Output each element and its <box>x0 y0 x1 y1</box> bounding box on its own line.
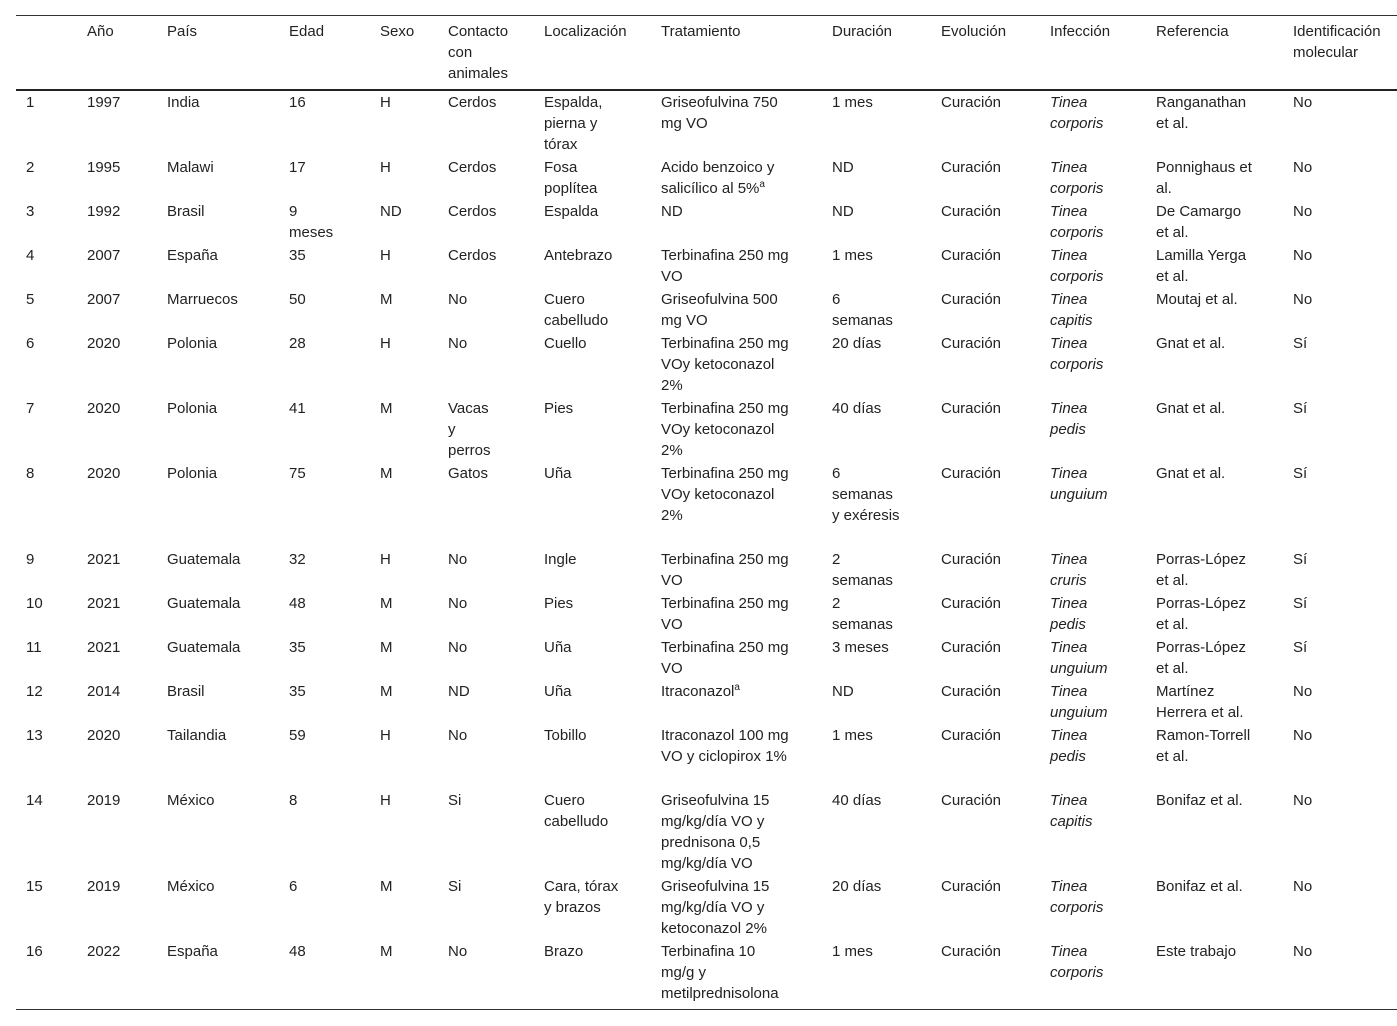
cell-contact: ND <box>448 683 470 700</box>
cell-country: México <box>167 878 215 895</box>
header-cell-infection: Infección <box>1050 23 1111 40</box>
cell-molecular: No <box>1293 943 1313 960</box>
header-cell-treatment: Tratamiento <box>661 23 741 40</box>
treatment-text: Terbinafina 250 mg VOy ketoconazol 2% <box>661 400 789 459</box>
treatment-text: Griseofulvina 750 mg VO <box>661 94 778 132</box>
cell-infection: Tinea capitis <box>1050 792 1093 830</box>
cell-treatment <box>661 463 789 526</box>
cell-contact: Cerdos <box>448 247 497 264</box>
cell-location: Fosa poplítea <box>544 159 598 197</box>
cell-age: 59 <box>289 727 306 744</box>
cell-treatment <box>661 92 789 134</box>
cell-number: 9 <box>26 551 35 568</box>
cell-reference: Este trabajo <box>1156 943 1237 960</box>
cell-country: Guatemala <box>167 595 241 612</box>
cell-infection: Tinea unguium <box>1050 465 1108 503</box>
cell-contact: Cerdos <box>448 94 497 111</box>
cell-sex: M <box>380 400 393 417</box>
cell-location: Espalda <box>544 203 599 220</box>
cell-molecular: No <box>1293 727 1313 744</box>
cell-number: 7 <box>26 400 35 417</box>
cell-number: 8 <box>26 465 35 482</box>
cell-treatment <box>661 245 789 287</box>
cell-evolution: Curación <box>941 943 1002 960</box>
cell-reference: Ranganathan et al. <box>1156 94 1247 132</box>
cell-year: 2019 <box>87 878 121 895</box>
cell-evolution: Curación <box>941 878 1002 895</box>
cell-country: Brasil <box>167 203 205 220</box>
cell-duration: 1 mes <box>832 727 873 744</box>
cell-country: Marruecos <box>167 291 238 308</box>
cell-location: Cuero cabelludo <box>544 792 609 830</box>
treatment-text: Terbinafina 10 mg/g y metilprednisolona <box>661 943 779 1002</box>
cell-evolution: Curación <box>941 400 1002 417</box>
header-cell-country: País <box>167 23 198 40</box>
cell-age: 9 meses <box>289 203 334 241</box>
cell-number: 1 <box>26 94 35 111</box>
cell-evolution: Curación <box>941 551 1002 568</box>
cell-country: Polonia <box>167 400 218 417</box>
header-cell-reference: Referencia <box>1156 23 1229 40</box>
cell-sex: H <box>380 247 391 264</box>
treatment-text: Terbinafina 250 mg VO <box>661 595 789 633</box>
cell-contact: No <box>448 943 468 960</box>
cell-year: 2014 <box>87 683 121 700</box>
cell-age: 16 <box>289 94 306 111</box>
cell-number: 15 <box>26 878 43 895</box>
cell-sex: H <box>380 335 391 352</box>
cell-sex: M <box>380 683 393 700</box>
cell-evolution: Curación <box>941 465 1002 482</box>
cell-country: España <box>167 247 218 264</box>
treatment-text: Terbinafina 250 mg VO <box>661 551 789 589</box>
cell-contact: Si <box>448 792 462 809</box>
cell-number: 5 <box>26 291 35 308</box>
cell-number: 3 <box>26 203 35 220</box>
cell-molecular: Sí <box>1293 639 1308 656</box>
cell-number: 4 <box>26 247 35 264</box>
cell-year: 2007 <box>87 247 121 264</box>
cell-country: México <box>167 792 215 809</box>
cell-reference: Porras-López et al. <box>1156 639 1247 677</box>
cell-location: Pies <box>544 400 574 417</box>
cell-age: 6 <box>289 878 298 895</box>
cell-age: 8 <box>289 792 298 809</box>
cell-contact: No <box>448 291 468 308</box>
cell-infection: Tinea pedis <box>1050 595 1088 633</box>
cell-reference: Ramon-Torrell et al. <box>1156 727 1251 765</box>
cell-country: Guatemala <box>167 551 241 568</box>
header-cell-duration: Duración <box>832 23 893 40</box>
cell-year: 2020 <box>87 727 121 744</box>
cell-infection: Tinea corporis <box>1050 247 1104 285</box>
cell-country: Brasil <box>167 683 205 700</box>
cell-age: 35 <box>289 683 306 700</box>
cell-duration: 20 días <box>832 335 882 352</box>
cell-contact: Si <box>448 878 462 895</box>
treatment-text: Griseofulvina 15 mg/kg/día VO y ketoconazol 2% <box>661 878 770 937</box>
cell-country: Malawi <box>167 159 214 176</box>
cell-molecular: No <box>1293 94 1313 111</box>
header-cell-age: Edad <box>289 23 325 40</box>
cell-sex: M <box>380 595 393 612</box>
cell-duration: 3 meses <box>832 639 889 656</box>
cell-treatment <box>661 157 789 199</box>
cell-evolution: Curación <box>941 792 1002 809</box>
cell-location: Espalda, pierna y tórax <box>544 94 603 153</box>
cell-age: 35 <box>289 247 306 264</box>
cell-infection: Tinea corporis <box>1050 943 1104 981</box>
cell-treatment <box>661 201 789 222</box>
cell-country: Guatemala <box>167 639 241 656</box>
cell-evolution: Curación <box>941 595 1002 612</box>
cell-treatment <box>661 549 789 591</box>
cell-evolution: Curación <box>941 335 1002 352</box>
cell-reference: Gnat et al. <box>1156 335 1226 352</box>
cell-infection: Tinea pedis <box>1050 400 1088 438</box>
cell-number: 2 <box>26 159 35 176</box>
cell-location: Uña <box>544 639 572 656</box>
cell-sex: M <box>380 465 393 482</box>
header-cell-contact: Contacto con animales <box>448 23 509 82</box>
cell-year: 2021 <box>87 551 121 568</box>
cell-infection: Tinea corporis <box>1050 878 1104 916</box>
cell-number: 12 <box>26 683 43 700</box>
cell-reference: De Camargo et al. <box>1156 203 1242 241</box>
cell-number: 6 <box>26 335 35 352</box>
table-bottom-rule <box>16 1009 1397 1010</box>
cell-year: 2020 <box>87 465 121 482</box>
cell-country: Polonia <box>167 335 218 352</box>
table-top-rule <box>16 15 1397 16</box>
cell-contact: Gatos <box>448 465 489 482</box>
cell-treatment <box>661 593 789 635</box>
cell-reference: Ponnighaus et al. <box>1156 159 1252 197</box>
cell-molecular: Sí <box>1293 551 1308 568</box>
cell-sex: H <box>380 159 391 176</box>
cell-location: Pies <box>544 595 574 612</box>
cell-contact: No <box>448 595 468 612</box>
treatment-text: Griseofulvina 15 mg/kg/día VO y prednisona 0,5 mg/kg/día VO <box>661 792 770 872</box>
cell-evolution: Curación <box>941 639 1002 656</box>
cell-reference: Porras-López et al. <box>1156 551 1247 589</box>
cell-year: 2020 <box>87 335 121 352</box>
cell-treatment <box>661 333 789 396</box>
cell-infection: Tinea pedis <box>1050 727 1088 765</box>
cell-treatment <box>661 398 789 461</box>
cell-number: 11 <box>26 639 42 656</box>
cell-reference: Bonifaz et al. <box>1156 792 1243 809</box>
cell-treatment <box>661 725 789 767</box>
cell-molecular: No <box>1293 247 1313 264</box>
cell-duration: 6 semanas y exéresis <box>832 465 900 524</box>
cell-age: 28 <box>289 335 306 352</box>
cell-reference: Moutaj et al. <box>1156 291 1238 308</box>
cell-location: Brazo <box>544 943 584 960</box>
cell-duration: 40 días <box>832 792 882 809</box>
cell-duration: 6 semanas <box>832 291 893 329</box>
cell-sex: H <box>380 94 391 111</box>
cell-sex: H <box>380 727 391 744</box>
cell-duration: ND <box>832 159 854 176</box>
cell-country: España <box>167 943 218 960</box>
cell-location: Uña <box>544 465 572 482</box>
cell-sex: H <box>380 792 391 809</box>
cell-location: Antebrazo <box>544 247 613 264</box>
cell-duration: ND <box>832 203 854 220</box>
cell-molecular: No <box>1293 203 1313 220</box>
cell-duration: 20 días <box>832 878 882 895</box>
cell-sex: H <box>380 551 391 568</box>
cell-molecular: No <box>1293 683 1313 700</box>
cell-reference: Gnat et al. <box>1156 465 1226 482</box>
cell-age: 50 <box>289 291 306 308</box>
cell-molecular: Sí <box>1293 595 1308 612</box>
cell-evolution: Curación <box>941 683 1002 700</box>
treatment-text: ND <box>661 203 683 220</box>
cell-contact: Cerdos <box>448 203 497 220</box>
cell-contact: No <box>448 727 468 744</box>
cell-sex: M <box>380 639 393 656</box>
treatment-text: Terbinafina 250 mg VOy ketoconazol 2% <box>661 465 789 524</box>
cell-year: 2022 <box>87 943 121 960</box>
cell-year: 2019 <box>87 792 121 809</box>
treatment-text: Terbinafina 250 mg VOy ketoconazol 2% <box>661 335 789 394</box>
cell-evolution: Curación <box>941 291 1002 308</box>
cell-age: 48 <box>289 943 306 960</box>
cell-contact: No <box>448 639 468 656</box>
header-cell-evolution: Evolución <box>941 23 1007 40</box>
cell-location: Cara, tórax y brazos <box>544 878 619 916</box>
cell-reference: Porras-López et al. <box>1156 595 1247 633</box>
treatment-text: Griseofulvina 500 mg VO <box>661 291 778 329</box>
cell-contact: No <box>448 551 468 568</box>
cell-country: India <box>167 94 200 111</box>
cell-year: 2021 <box>87 595 121 612</box>
header-cell-sex: Sexo <box>380 23 415 40</box>
cell-duration: 40 días <box>832 400 882 417</box>
cell-location: Cuello <box>544 335 587 352</box>
cell-duration: 2 semanas <box>832 551 893 589</box>
cell-year: 1992 <box>87 203 121 220</box>
cell-number: 13 <box>26 727 43 744</box>
cell-number: 16 <box>26 943 43 960</box>
cell-infection: Tinea corporis <box>1050 203 1104 241</box>
header-cell-year: Año <box>87 23 114 40</box>
cell-infection: Tinea corporis <box>1050 335 1104 373</box>
cell-reference: Martínez Herrera et al. <box>1156 683 1244 721</box>
cell-treatment <box>661 681 789 702</box>
cell-infection: Tinea unguium <box>1050 683 1108 721</box>
cell-location: Cuero cabelludo <box>544 291 609 329</box>
cell-age: 41 <box>289 400 306 417</box>
treatment-text: Acido benzoico y salicílico al 5% <box>661 159 775 197</box>
cell-country: Polonia <box>167 465 218 482</box>
cell-duration: ND <box>832 683 854 700</box>
cell-evolution: Curación <box>941 727 1002 744</box>
cell-age: 75 <box>289 465 306 482</box>
cell-year: 2007 <box>87 291 121 308</box>
cell-molecular: Sí <box>1293 400 1308 417</box>
cell-sex: M <box>380 291 393 308</box>
cell-contact: Vacas y perros <box>448 400 491 459</box>
cell-evolution: Curación <box>941 159 1002 176</box>
treatment-text: Terbinafina 250 mg VO <box>661 639 789 677</box>
cell-year: 2020 <box>87 400 121 417</box>
cell-country: Tailandia <box>167 727 227 744</box>
cell-treatment <box>661 876 789 939</box>
cell-contact: No <box>448 335 468 352</box>
cell-year: 1997 <box>87 94 121 111</box>
cell-contact: Cerdos <box>448 159 497 176</box>
cell-duration: 1 mes <box>832 94 873 111</box>
cell-molecular: Sí <box>1293 335 1308 352</box>
cell-molecular: No <box>1293 878 1313 895</box>
cell-sex: M <box>380 943 393 960</box>
cell-treatment <box>661 790 789 874</box>
header-cell-location: Localización <box>544 23 627 40</box>
cell-location: Uña <box>544 683 572 700</box>
cell-duration: 2 semanas <box>832 595 893 633</box>
header-cell-molecular: Identificación molecular <box>1293 23 1381 61</box>
cell-sex: M <box>380 878 393 895</box>
cell-treatment <box>661 289 789 331</box>
cell-location: Ingle <box>544 551 577 568</box>
cell-age: 35 <box>289 639 306 656</box>
cell-location: Tobillo <box>544 727 587 744</box>
cell-treatment <box>661 941 789 1004</box>
cell-duration: 1 mes <box>832 247 873 264</box>
cell-number: 10 <box>26 595 43 612</box>
cell-sex: ND <box>380 203 402 220</box>
cell-evolution: Curación <box>941 247 1002 264</box>
treatment-text: Itraconazol <box>661 683 735 700</box>
cell-infection: Tinea unguium <box>1050 639 1108 677</box>
footnote-marker: a <box>734 682 740 693</box>
cell-molecular: Sí <box>1293 465 1308 482</box>
cell-age: 17 <box>289 159 306 176</box>
cell-molecular: No <box>1293 792 1313 809</box>
cell-evolution: Curación <box>941 203 1002 220</box>
cell-reference: Bonifaz et al. <box>1156 878 1243 895</box>
cell-treatment <box>661 637 789 679</box>
cell-reference: Lamilla Yerga et al. <box>1156 247 1247 285</box>
cell-duration: 1 mes <box>832 943 873 960</box>
table-header-rule <box>16 89 1397 91</box>
cell-number: 14 <box>26 792 43 809</box>
cell-infection: Tinea corporis <box>1050 94 1104 132</box>
cell-reference: Gnat et al. <box>1156 400 1226 417</box>
cell-infection: Tinea capitis <box>1050 291 1093 329</box>
cell-age: 48 <box>289 595 306 612</box>
cell-age: 32 <box>289 551 306 568</box>
footnote-marker: a <box>759 179 765 190</box>
table-header-row <box>0 21 1397 87</box>
cell-infection: Tinea cruris <box>1050 551 1088 589</box>
treatment-text: Terbinafina 250 mg VO <box>661 247 789 285</box>
cell-evolution: Curación <box>941 94 1002 111</box>
cell-year: 1995 <box>87 159 121 176</box>
treatment-text: Itraconazol 100 mg VO y ciclopirox 1% <box>661 727 789 765</box>
cell-molecular: No <box>1293 291 1313 308</box>
cell-molecular: No <box>1293 159 1313 176</box>
cell-year: 2021 <box>87 639 121 656</box>
cell-infection: Tinea corporis <box>1050 159 1104 197</box>
